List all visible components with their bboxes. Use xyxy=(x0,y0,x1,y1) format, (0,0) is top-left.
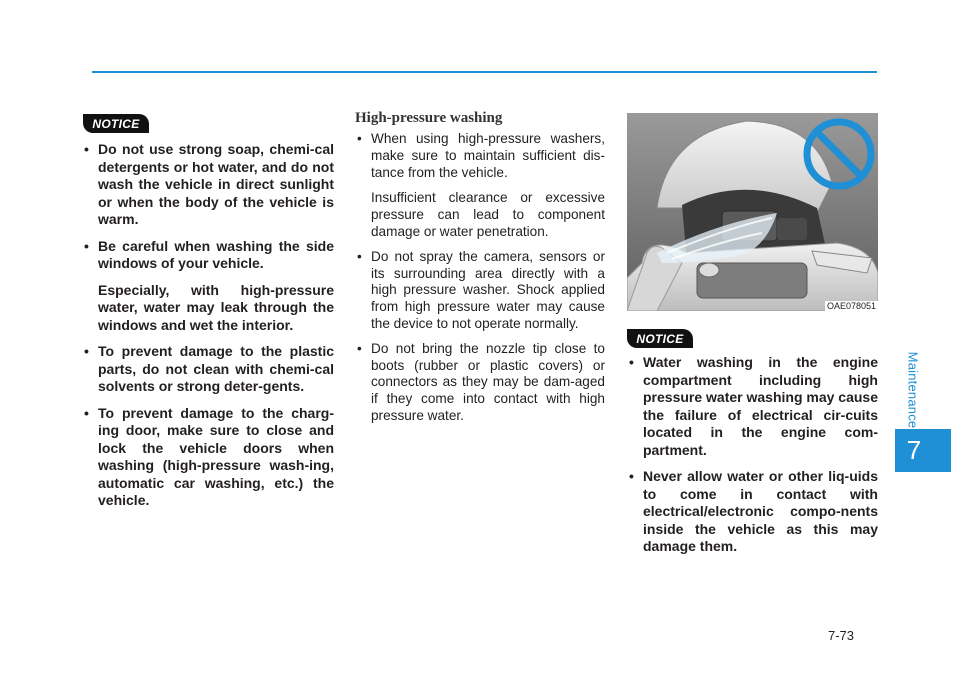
list-item-text: • Do not bring the nozzle tip close to boots (rubber or plastic covers) or connectors as they may be dam-aged if they come into contact with high pressure water. xyxy=(371,340,605,423)
list-item-text: Insufficient clearance or excessive pressure can lead to component damage or water penetration. xyxy=(371,190,605,239)
chapter-number: 7 xyxy=(906,435,922,465)
list-item xyxy=(82,405,334,510)
battery-box xyxy=(777,218,807,240)
list-item-text: • When using high-pressure washers, make sure to maintain sufficient dis-tance from the vehicle. xyxy=(371,131,605,180)
list-item-text: • Be careful when washing the side windows of your vehicle. xyxy=(98,237,334,271)
list-item xyxy=(82,238,334,335)
emblem-icon xyxy=(699,263,719,277)
list-item xyxy=(355,341,605,425)
left-notice-list xyxy=(82,141,334,519)
list-item-text: • To prevent damage to the plastic parts, do not clean with chemi-cal solvents or strong deter-gents. xyxy=(98,343,334,394)
page-number: 7-73 xyxy=(828,628,855,643)
high-pressure-list xyxy=(355,131,605,433)
list-item xyxy=(82,141,334,229)
list-item xyxy=(82,343,334,396)
list-item xyxy=(355,131,605,241)
notice-badge-right xyxy=(627,329,693,348)
engine-bay-illustration-svg xyxy=(627,113,878,311)
engine-wash-illustration xyxy=(627,113,878,311)
list-item-text: Especially, with high-pressure water, water may leak through the windows and wet the interior. xyxy=(98,281,334,333)
list-item-text: • To prevent damage to the charg-ing door, make sure to close and lock the vehicle doors when washing (high-pressure wash-ing, automatic car washing, etc.) the vehicle. xyxy=(98,404,334,508)
header-rule xyxy=(92,71,877,73)
notice-badge-label: NOTICE xyxy=(636,331,684,346)
list-item xyxy=(355,249,605,333)
list-item-text: • Never allow water or other liq-uids to come in contact with electrical/electronic compo-nents inside the vehicle as this may damage them. xyxy=(643,468,878,554)
chapter-side-label xyxy=(893,340,933,440)
list-item-text: • Do not use strong soap, chemi-cal detergents or hot water, and do not wash the vehicle in direct sunlight or when the body of the vehicle is warm. xyxy=(98,141,334,227)
list-item xyxy=(627,468,878,556)
notice-badge-left xyxy=(83,114,149,133)
chapter-title: Maintenance xyxy=(905,351,921,429)
figure-code: OAE078051 xyxy=(826,301,876,311)
right-notice-list xyxy=(627,354,878,565)
chapter-tab xyxy=(895,429,951,472)
section-heading-high-pressure: High-pressure washing xyxy=(355,110,503,126)
list-item-text: • Do not spray the camera, sensors or its surrounding area directly with a high pressure washer. Shock applied from high pressure water may cause the device to not operate normally. xyxy=(371,248,605,331)
list-item-text: • Water washing in the engine compartment including high pressure water washing may cause the failure of electrical cir-cuits located in the engine com-partment. xyxy=(643,354,878,458)
notice-badge-label: NOTICE xyxy=(92,116,140,131)
list-item xyxy=(627,354,878,459)
